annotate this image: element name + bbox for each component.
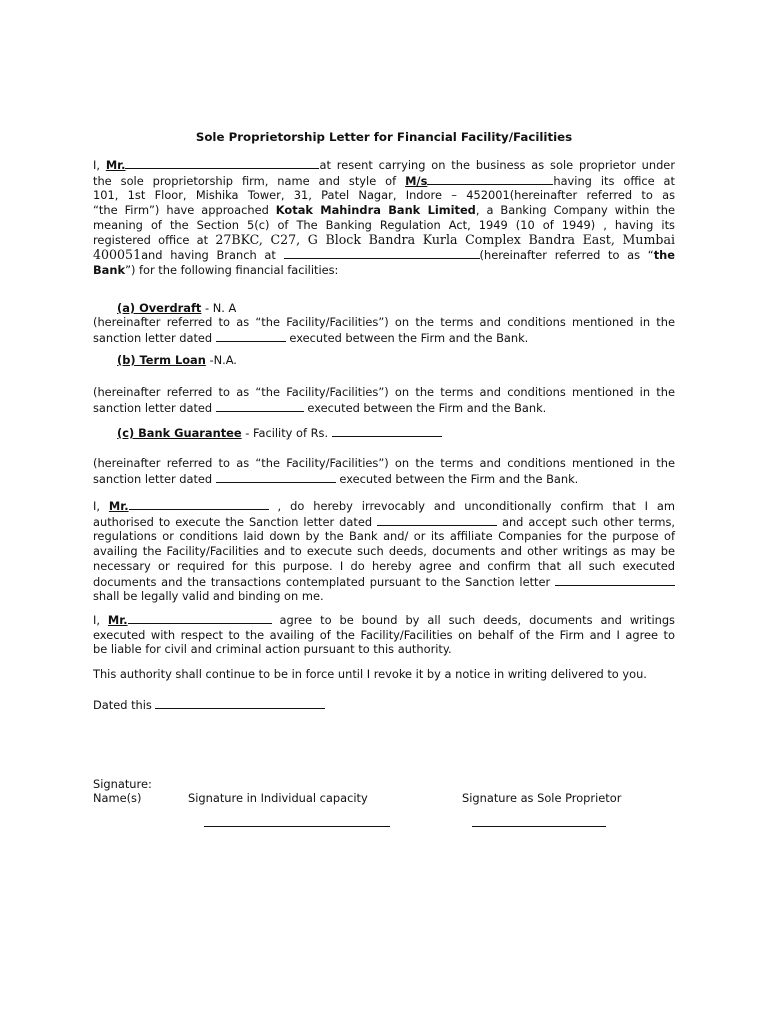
confirmation-paragraph: I, Mr. , do hereby irrevocably and unconditionally confirm that I am authorised to execute the Sanction letter dated and accept such other terms, regulations or conditions laid down by the Bank and/ or its affiliate Companies for the purpose of availing the Facility/Facilities and to execute such deeds, documents and other writings as may be necessary or required for this purpose. I do hereby agree and confirm that all such executed documents and the transactions contemplated pursuant to the Sanction letter shall be legally valid and binding on me. bbox=[93, 499, 675, 604]
branch-blank[interactable] bbox=[284, 247, 480, 259]
sanction-date-blank[interactable] bbox=[377, 514, 497, 526]
ms-label: M/s bbox=[405, 173, 428, 188]
mr-label: Mr. bbox=[105, 158, 126, 172]
authority-paragraph: This authority shall continue to be in force until I revoke it by a notice in writing delivered to you. bbox=[93, 667, 647, 681]
intro-paragraph: I, Mr. at resent carrying on the business as sole proprietor under the sole proprietorship firm, name and style of M/s having its office at 101, 1st Floor, Mishika Tower, 31, Patel Nagar, Indore – 452001(hereinafter referred to as “the Firm”) have approached Kotak Mahindra Bank Limited, a Banking Company within the meaning of the Section 5(c) of The Banking Regulation Act, 1949 (10 of 1949) , having its registered office at 27BKC, C27, G Block Bandra Kurla Complex Bandra East, Mumbai 400051and having Branch at (hereinafter referred to as “the Bank”) for the following financial facilities: bbox=[93, 158, 676, 277]
facility-c-paragraph: (hereinafter referred to as “the Facility/Facilities”) on the terms and conditions mentioned in the sanction letter dated executed between the Firm and the Bank. bbox=[93, 456, 675, 486]
confirm-name-blank[interactable] bbox=[129, 498, 269, 510]
agree-name-blank[interactable] bbox=[128, 612, 272, 624]
facility-b-heading: (b) Term Loan -N.A. bbox=[117, 353, 237, 367]
document-title: Sole Proprietorship Letter for Financial Facility/Facilities bbox=[195, 130, 573, 144]
facility-c-heading: (c) Bank Guarantee - Facility of Rs. bbox=[117, 425, 442, 440]
guarantee-amount-blank[interactable] bbox=[332, 425, 442, 437]
date-blank[interactable] bbox=[155, 697, 325, 709]
facility-a-paragraph: (hereinafter referred to as “the Facility/Facilities”) on the terms and conditions mentioned in the sanction letter dated executed between the Firm and the Bank. bbox=[93, 315, 675, 345]
facility-a-heading: (a) Overdraft - N. A bbox=[117, 301, 237, 315]
individual-capacity-label: Signature in Individual capacity bbox=[188, 791, 368, 805]
signature-label: Signature: bbox=[93, 777, 152, 791]
proprietor-signature-line[interactable] bbox=[472, 815, 606, 831]
facility-b-date-blank[interactable] bbox=[216, 400, 304, 412]
facility-b-paragraph: (hereinafter referred to as “the Facility/Facilities”) on the terms and conditions mentioned in the sanction letter dated executed between the Firm and the Bank. bbox=[93, 385, 675, 415]
agreement-paragraph: I, Mr. agree to be bound by all such deeds, documents and writings executed with respect to the availing of the Facility/Facilities on behalf of the Firm and I agree to be liable for civil and criminal action pursuant to this authority. bbox=[93, 613, 675, 657]
individual-signature-line[interactable] bbox=[204, 815, 390, 831]
bank-name: Kotak Mahindra Bank Limited bbox=[275, 203, 476, 218]
names-label: Name(s) bbox=[93, 791, 142, 805]
sole-proprietor-label: Signature as Sole Proprietor bbox=[462, 791, 622, 805]
facility-c-date-blank[interactable] bbox=[216, 471, 336, 483]
sanction-letter-blank[interactable] bbox=[555, 574, 675, 586]
facility-a-date-blank[interactable] bbox=[216, 330, 286, 342]
registered-address: 27BKC, C27, G Block Bandra Kurla Complex Bandra East, Mumbai bbox=[215, 231, 675, 247]
proprietor-name-blank[interactable] bbox=[125, 157, 319, 169]
dated-line: Dated this bbox=[93, 697, 675, 713]
firm-name-blank[interactable] bbox=[427, 173, 553, 185]
